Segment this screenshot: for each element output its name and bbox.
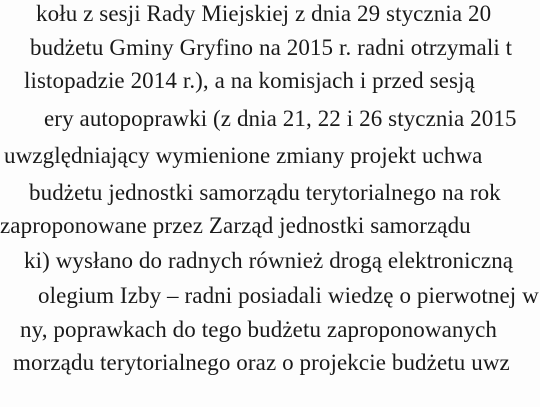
document-text-line: zaproponowane przez Zarząd jednostki samorządu (0, 213, 471, 238)
document-text-line: ery autopoprawki (z dnia 21, 22 i 26 stycznia 2015 (44, 106, 517, 131)
document-text-line: morządu terytorialnego oraz o projekcie budżetu uwz (13, 350, 510, 375)
document-text-line: uwzględniający wymienione zmiany projekt uchwa (4, 143, 483, 168)
document-text-line: listopadzie 2014 r.), a na komisjach i przed sesją (24, 68, 475, 93)
document-text-line: ki) wysłano do radnych również drogą elektroniczną (24, 248, 514, 273)
document-text-line: kołu z sesji Rady Miejskiej z dnia 29 stycznia 20 (36, 1, 492, 26)
document-text-line: olegium Izby – radni posiadali wiedzę o pierwotnej w (38, 283, 539, 308)
document-text-line: budżetu Gminy Gryfino na 2015 r. radni otrzymali t (30, 35, 513, 60)
document-text-line: ny, poprawkach do tego budżetu zaproponowanych (20, 317, 498, 342)
document-text-line: budżetu jednostki samorządu terytorialnego na rok (29, 180, 501, 205)
